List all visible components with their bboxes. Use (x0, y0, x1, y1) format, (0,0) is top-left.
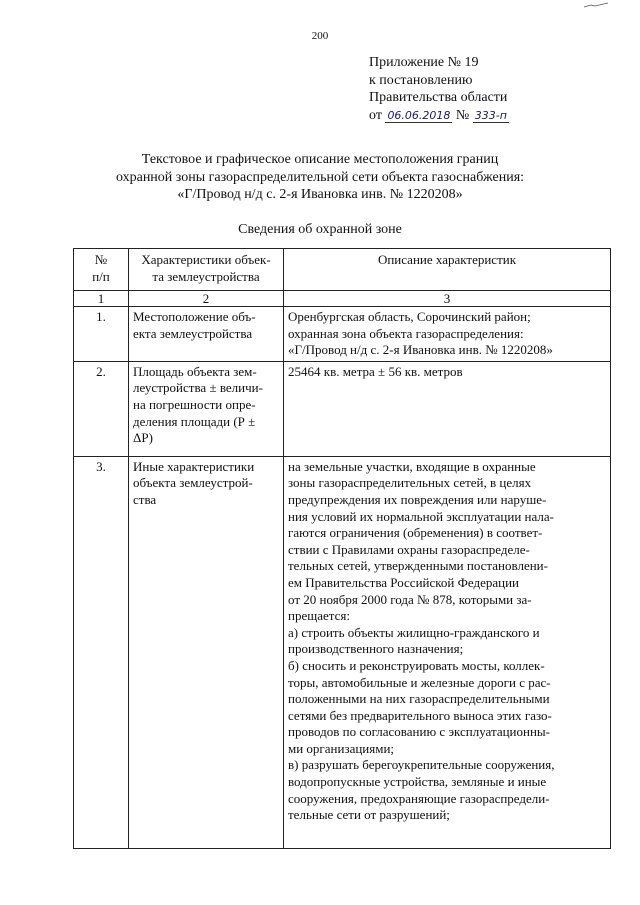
table-row (74, 307, 611, 362)
handwritten-date: 06.06.2018 (387, 108, 451, 122)
from-label: от (369, 107, 382, 123)
row-description: 25464 кв. метра ± 56 кв. метров (284, 361, 611, 456)
header-num: № п/п (74, 249, 129, 291)
appendix-line-3: Правительства области (369, 90, 508, 105)
column-number: 2 (129, 291, 284, 307)
appendix-line-1: Приложение № 19 (369, 55, 479, 70)
page-number: 200 (311, 30, 329, 42)
row-description: на земельные участки, входящие в охранные зоны газораспределительных сетей, в целях предупреждения их повреждения или наруше- ния условий их нормальной эксплуатации нала- гаются ограничения (обременения) в соответ- ствии с Правилами охраны газораспределе- тельных сетей, утвержденными постановлени- ем Правительства Российской Федерации от 20 ноября 2000 года № 878, которыми за- прещается: а) строить объекты жилищно-гражданского и производственного назначения; б) сносить и реконструировать мосты, коллек- торы, автомобильные и железные дороги с рас- положенными на них газораспределительными сетями без предварительного выноса этих газо- проводов по согласованию с эксплуатационны- ми организациями; в) разрушать берегоукрепительные сооружения, водопропускные устройства, земляные и иные сооружения, предохраняющие газораспредели- тельные сети от разрушений; (284, 456, 611, 848)
header-characteristics: Характеристики объек- та землеустройства (129, 249, 284, 291)
row-number: 2. (74, 361, 129, 456)
column-number-row (74, 291, 611, 307)
row-characteristic: Местоположение объ- екта землеустройства (129, 307, 284, 362)
column-number: 1 (74, 291, 129, 307)
table-header-row (74, 249, 611, 291)
document-title (0, 151, 640, 204)
section-subtitle: Сведения об охранной зоне (238, 222, 402, 237)
title-line-1: Текстовое и графическое описание местоположения границ (141, 152, 499, 167)
title-line-3: «Г/Провод н/д с. 2-я Ивановка инв. № 1220208» (177, 187, 463, 202)
row-characteristic: Иные характеристики объекта землеустрой- ства (129, 456, 284, 848)
row-number: 1. (74, 307, 129, 362)
title-line-2: охранной зоны газораспределительной сети объекта газоснабжения: (115, 169, 525, 185)
corner-scribble-mark (583, 2, 609, 8)
column-number: 3 (284, 291, 611, 307)
table-row (74, 361, 611, 456)
number-label: № (455, 107, 470, 123)
protection-zone-table (73, 248, 611, 849)
row-characteristic: Площадь объекта зем- леустройства ± величи- на погрешности опре- деления площади (Р ± ΔР) (129, 361, 284, 456)
handwritten-number: 333-п (474, 108, 507, 122)
appendix-date-line (369, 107, 509, 125)
header-description: Описание характеристик (284, 249, 611, 291)
appendix-block (369, 54, 509, 124)
row-number: 3. (74, 456, 129, 848)
table-row (74, 456, 611, 848)
row-description: Оренбургская область, Сорочинский район; охранная зона объекта газораспределения: «Г/Провод н/д с. 2-я Ивановка инв. № 1220208» (284, 307, 611, 362)
appendix-line-2: к постановлению (369, 72, 473, 88)
